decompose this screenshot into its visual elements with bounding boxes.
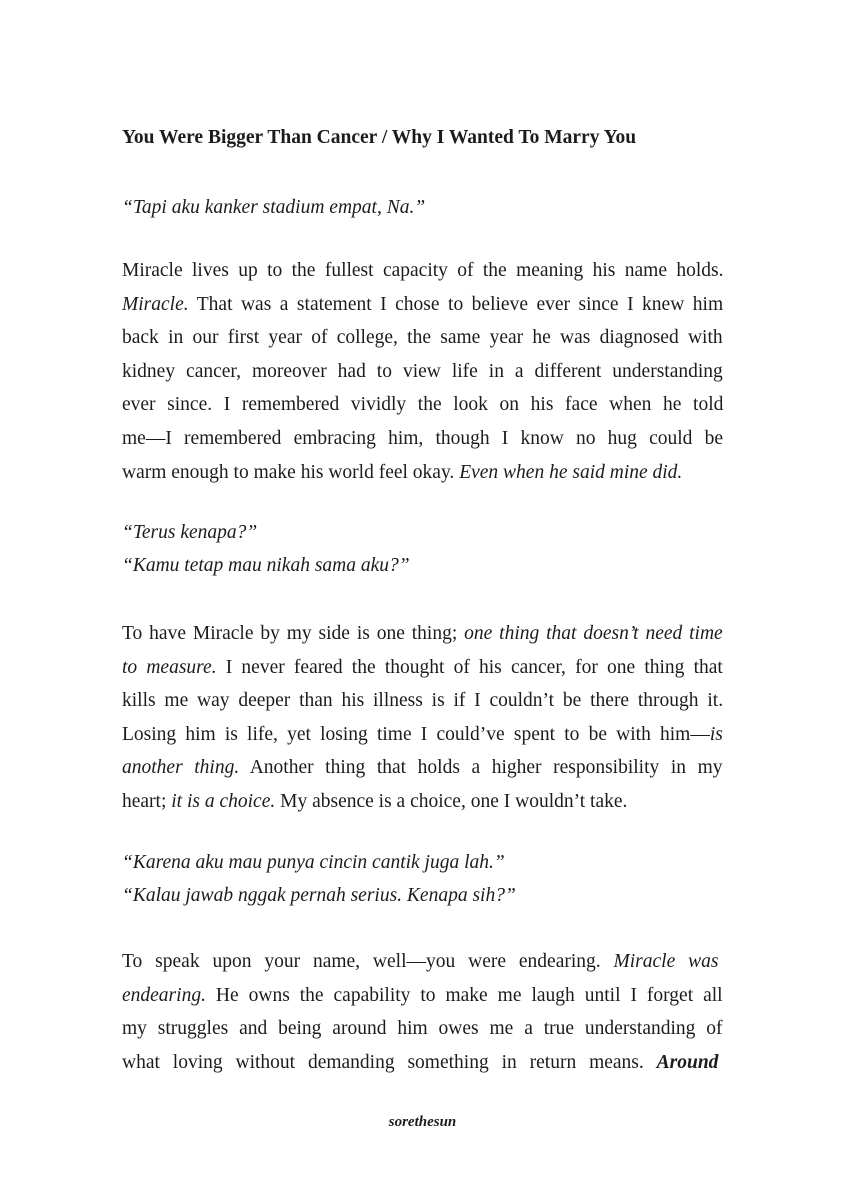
footer-author: sorethesun: [388, 1114, 457, 1130]
quote-3b: “Kalau jawab nggak pernah serius. Kenapa sih?”: [122, 885, 516, 906]
paragraph-line: warm enough to make his world feel okay. Even when he said mine did.: [122, 461, 683, 483]
quote-1: “Tapi aku kanker stadium empat, Na.”: [122, 197, 426, 218]
paragraph-3: [122, 945, 723, 1079]
paragraph-line: heart; it is a choice. My absence is a choice, one I wouldn’t take.: [122, 790, 628, 812]
paragraph-line: back in our first year of college, the same year he was diagnosed with: [122, 327, 723, 349]
paragraph-line: to measure. I never feared the thought of his cancer, for one thing that: [122, 656, 723, 678]
paragraph-line: ever since. I remembered vividly the look on his face when he told: [122, 394, 724, 416]
paragraph-line: my struggles and being around him owes me a true understanding of: [122, 1018, 723, 1040]
quote-2b: “Kamu tetap mau nikah sama aku?”: [122, 555, 410, 576]
paragraph-line: endearing. He owns the capability to make me laugh until I forget all: [122, 984, 723, 1006]
paragraph-line: Losing him is life, yet losing time I could’ve spent to be with him—is: [122, 723, 723, 745]
paragraph-line: what loving without demanding something in return means. Around: [122, 1051, 719, 1073]
paragraph-line: me—I remembered embracing him, though I know no hug could be: [122, 427, 723, 449]
quote-3a: “Karena aku mau punya cincin cantik juga lah.”: [122, 852, 505, 873]
quote-2a: “Terus kenapa?”: [122, 522, 258, 543]
paragraph-2: [122, 617, 723, 819]
paragraph-line: To speak upon your name, well—you were endearing. Miracle was: [122, 951, 719, 972]
paragraph-1: [122, 254, 723, 489]
paragraph-line: another thing. Another thing that holds a higher responsibility in my: [122, 757, 723, 779]
paragraph-line: kills me way deeper than his illness is if I couldn’t be there through it.: [122, 690, 724, 712]
paragraph-line: Miracle lives up to the fullest capacity of the meaning his name holds.: [122, 260, 724, 281]
paragraph-line: Miracle. That was a statement I chose to believe ever since I knew him: [122, 293, 724, 315]
paragraph-line: To have Miracle by my side is one thing; one thing that doesn’t need time: [122, 623, 723, 644]
paragraph-line: kidney cancer, moreover had to view life in a different understanding: [122, 360, 723, 382]
page-title: You Were Bigger Than Cancer / Why I Wanted To Marry You: [122, 127, 637, 148]
